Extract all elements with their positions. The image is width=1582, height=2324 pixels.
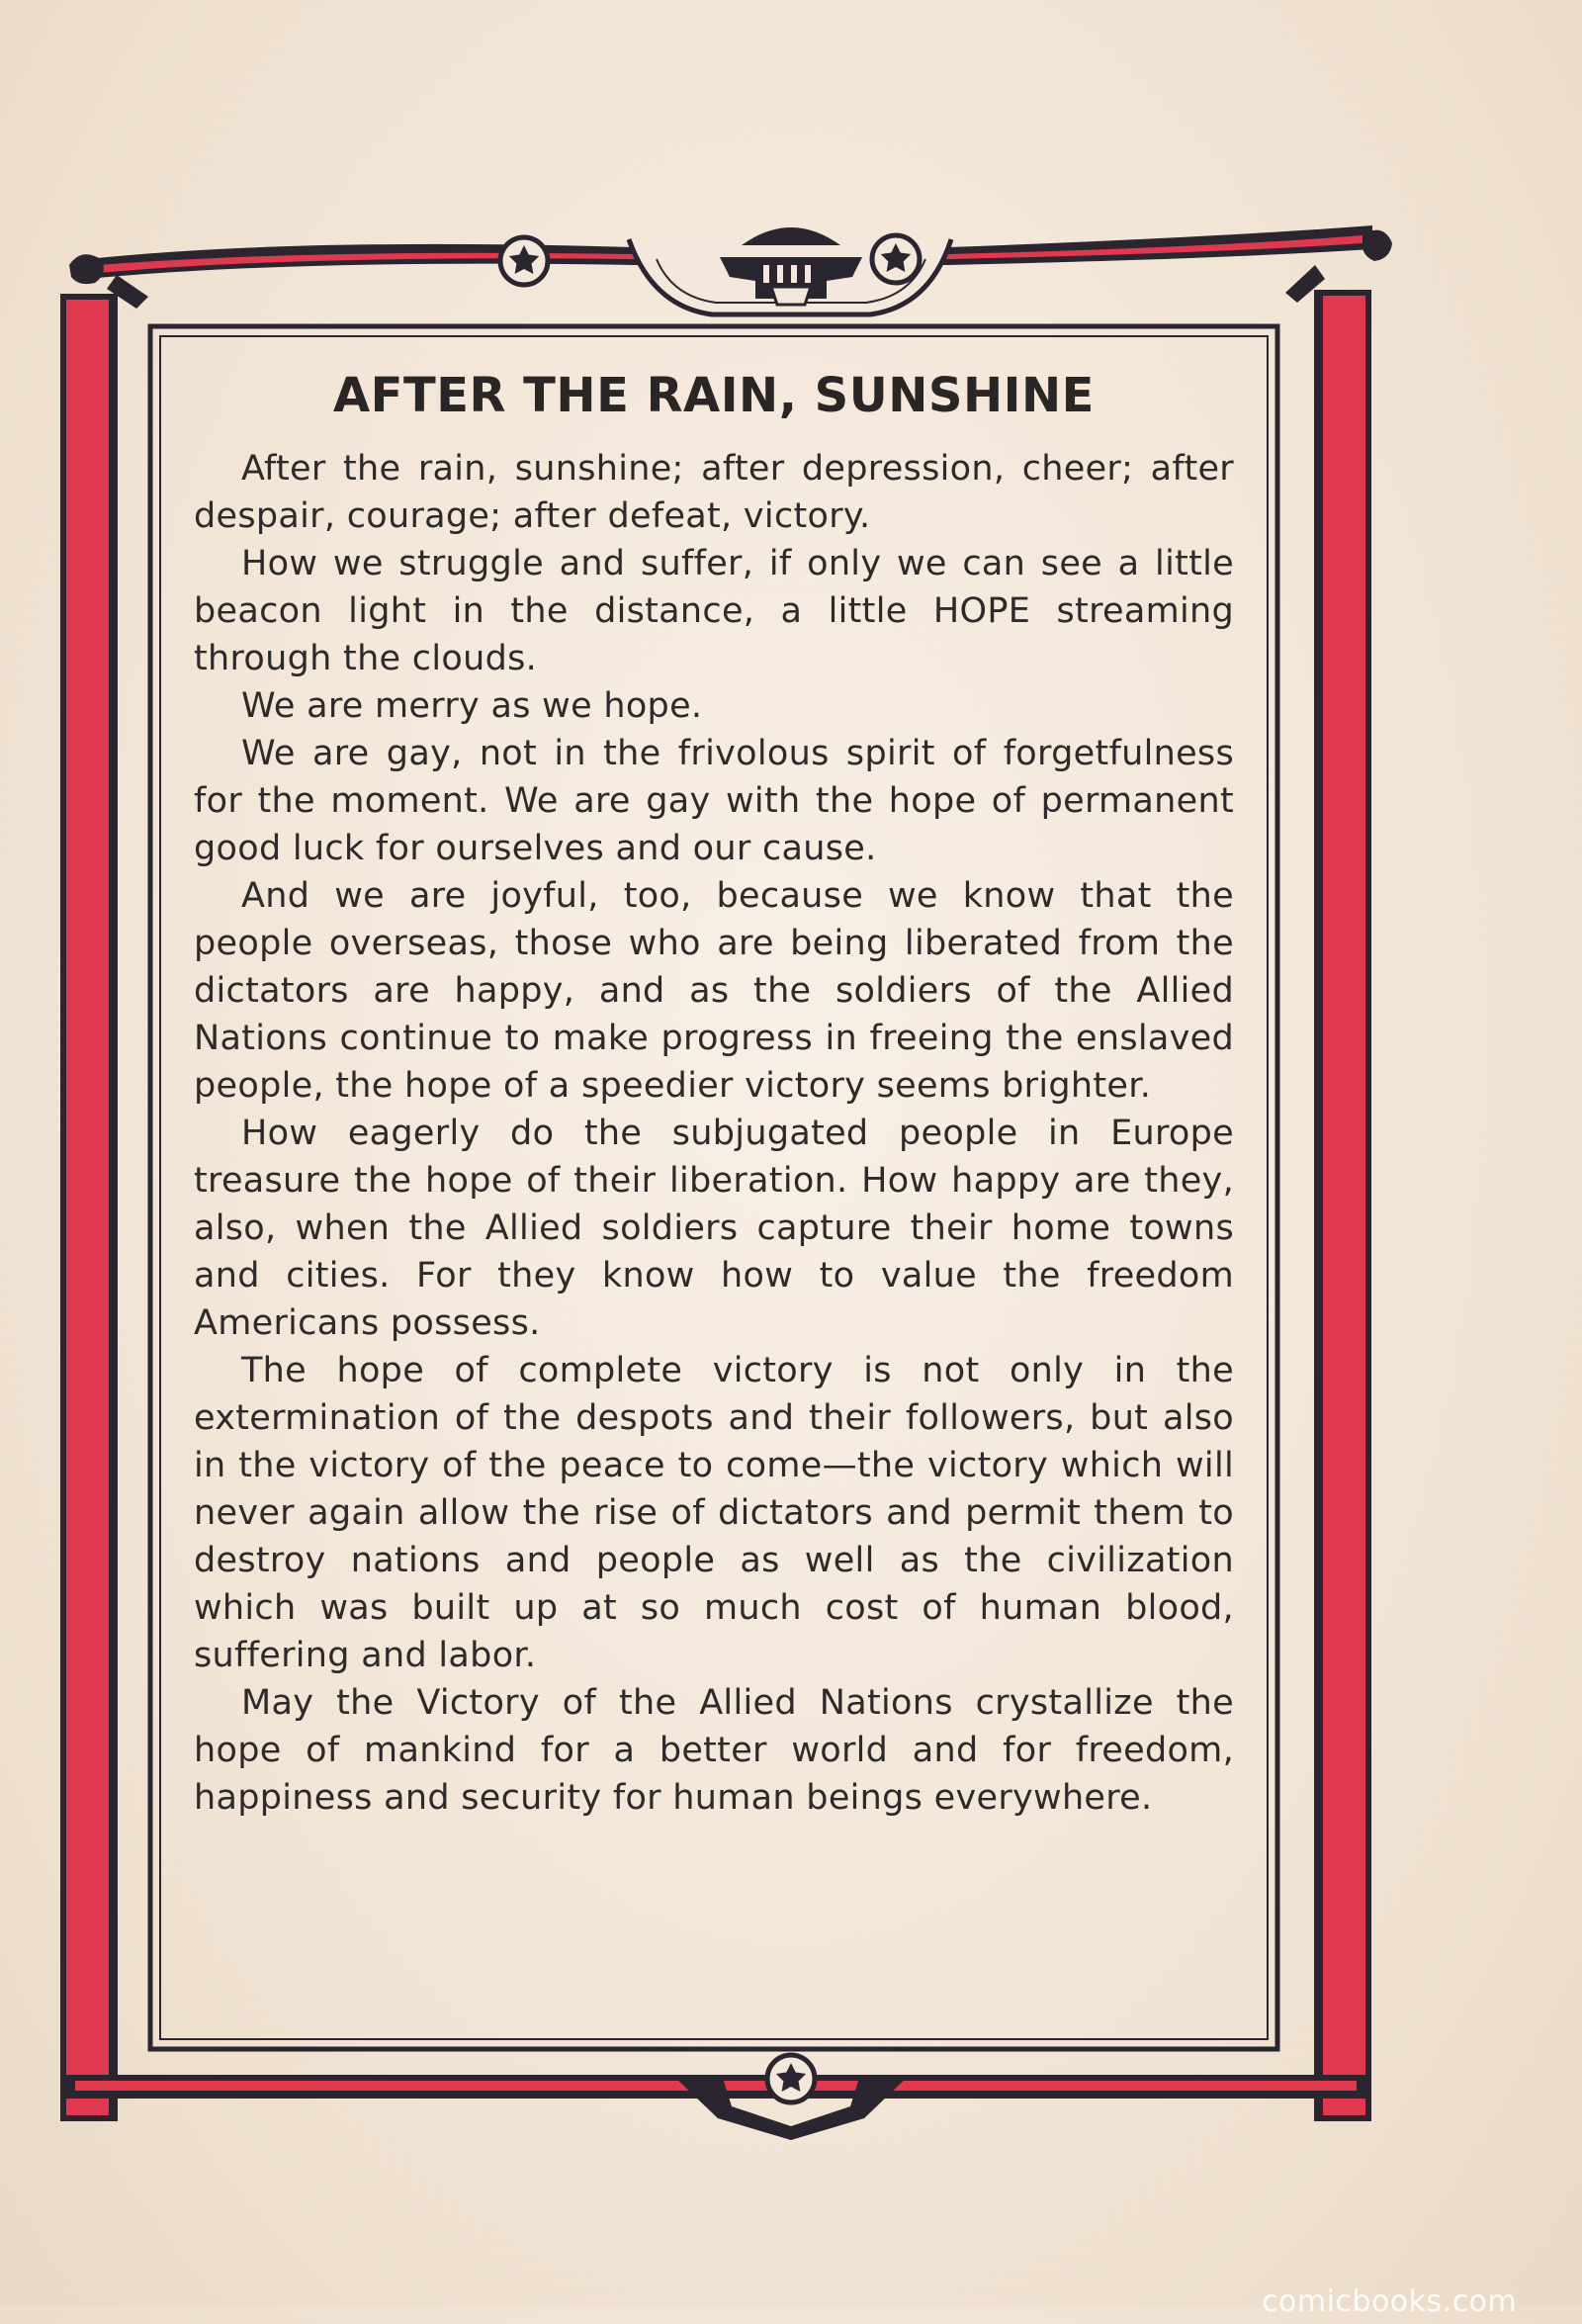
article-paragraph: How we struggle and suffer, if only we can see a little beacon light in the distance, a little HOPE streaming through the clouds. [194, 544, 1234, 678]
article-paragraph: How eagerly do the subjugated people in Europe treasure the hope of their liberation. How happy are they, also, when the Allied soldiers capture their home towns and cities. For they know how to value the freedom Americans possess. [194, 1114, 1234, 1343]
article-title: AFTER THE RAIN, SUNSHINE [333, 368, 1095, 423]
article-paragraph: And we are joyful, too, because we know that the people overseas, those who are being liberated from the dictators are happy, and as the soldiers of the Allied Nations continue to make progress in freeing the enslaved people, the hope of a speedier victory seems brighter. [194, 876, 1234, 1106]
article-paragraph: The hope of complete victory is not only in the extermination of the despots and their followers, but also in the victory of the peace to come—the victory which will never again allow the rise of dictators and permit them to destroy nations and people as well as the civilization which was built up at so much cost of human blood, suffering and labor. [194, 1351, 1234, 1675]
article-paragraph: After the rain, sunshine; after depression, cheer; after despair, courage; after defeat, victory. [194, 449, 1234, 536]
right-column [1285, 265, 1368, 2118]
star-icon [872, 235, 920, 283]
star-icon [767, 2055, 815, 2102]
article [194, 368, 1234, 2010]
article-paragraph: We are merry as we hope. [241, 686, 703, 726]
left-column [63, 275, 148, 2118]
star-icon [500, 237, 548, 285]
article-paragraph: May the Victory of the Allied Nations crystallize the hope of mankind for a better world and for freedom, happiness and security for human beings everywhere. [194, 1683, 1234, 1818]
article-paragraph: We are gay, not in the frivolous spirit of forgetfulness for the moment. We are gay with the hope of permanent good luck for ourselves and our cause. [194, 734, 1234, 868]
watermark: comicbooks.com [1262, 2284, 1518, 2319]
